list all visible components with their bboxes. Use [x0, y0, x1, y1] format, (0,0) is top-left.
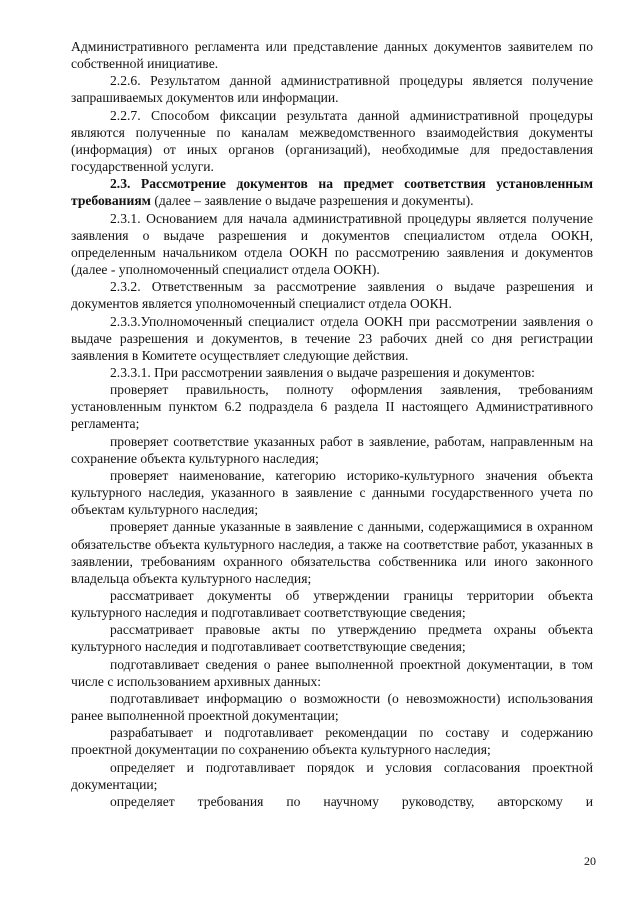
section-2-3-note: (далее – заявление о выдаче разрешения и документы). — [150, 193, 474, 209]
paragraph-2-3-3: 2.3.3.Уполномоченный специалист отдела ООКН при рассмотрении заявления о выдаче разрешения и документов, в течение 23 рабочих дней со дня регистрации заявления в Комитете осуществляет следующие действия. — [71, 313, 593, 363]
paragraph-2-2-6: 2.2.6. Результатом данной административной процедуры является получение запрашиваемых документов или информации. — [71, 73, 593, 106]
document-body — [71, 38, 593, 810]
page-number: 20 — [584, 854, 596, 868]
list-item: определяет и подготавливает порядок и условия согласования проектной документации; — [71, 759, 593, 792]
paragraph-2-2-7: 2.2.7. Способом фиксации результата данной административной процедуры являются полученные по каналам межведомственного взаимодействия документы (информация) от иных органов (организаций), необходимые для предоставления государственной услуги. — [71, 107, 593, 175]
list-item: проверяет данные указанные в заявление с данными, содержащимися в охранном обязательстве объекта культурного наследия, а также на соответствие работ, указанных в заявлении, требованиям охранного обязательства собственника или иного законного владельца объекта культурного наследия; — [71, 519, 593, 586]
list-item: проверяет правильность, полноту оформления заявления, требованиям установленным пунктом 6.2 подраздела 6 раздела II настоящего Административного регламента; — [71, 382, 593, 432]
list-item-continued: определяет требования по научному руководству, авторскому и — [110, 793, 593, 809]
list-item: рассматривает правовые акты по утверждению предмета охраны объекта культурного наследия и подготавливает соответствующие сведения; — [71, 622, 593, 655]
list-item: рассматривает документы об утверждении границы территории объекта культурного наследия и подготавливает соответствующие сведения; — [71, 588, 593, 621]
paragraph: Административного регламента или представление данных документов заявителем по собственной инициативе. — [71, 39, 593, 72]
paragraph-2-3-1: 2.3.1. Основанием для начала административной процедуры является получение заявления о выдаче разрешения и документов специалистом отдела ООКН, определенным начальником отдела ООКН по рассмотрению заявления и документов (далее - уполномоченный специалист отдела ООКН). — [71, 210, 593, 278]
list-item: проверяет наименование, категорию историко-культурного значения объекта культурного наследия, указанного в заявление с данными государственного учета по объектам культурного наследия; — [71, 467, 593, 518]
list-item: подготавливает сведения о ранее выполненной проектной документации, в том числе с использованием архивных данных: — [71, 656, 593, 689]
list-item: подготавливает информацию о возможности (о невозможности) использования ранее выполненной проектной документации; — [71, 690, 593, 724]
section-2-3-title: 2.3. Рассмотрение документов на предмет соответствия установленным требованиям — [71, 176, 593, 209]
list-item: разрабатывает и подготавливает рекомендации по составу и содержанию проектной документации по сохранению объекта культурного наследия; — [71, 725, 593, 758]
list-item: проверяет соответствие указанных работ в заявление, работам, направленным на сохранение объекта культурного наследия; — [71, 433, 593, 466]
paragraph-2-3-3-1: 2.3.3.1. При рассмотрении заявления о выдаче разрешения и документов: — [110, 364, 535, 380]
paragraph-2-3-2: 2.3.2. Ответственным за рассмотрение заявления о выдаче разрешения и документов является уполномоченный специалист отдела ООКН. — [71, 279, 593, 312]
section-2-3-heading — [71, 175, 593, 209]
